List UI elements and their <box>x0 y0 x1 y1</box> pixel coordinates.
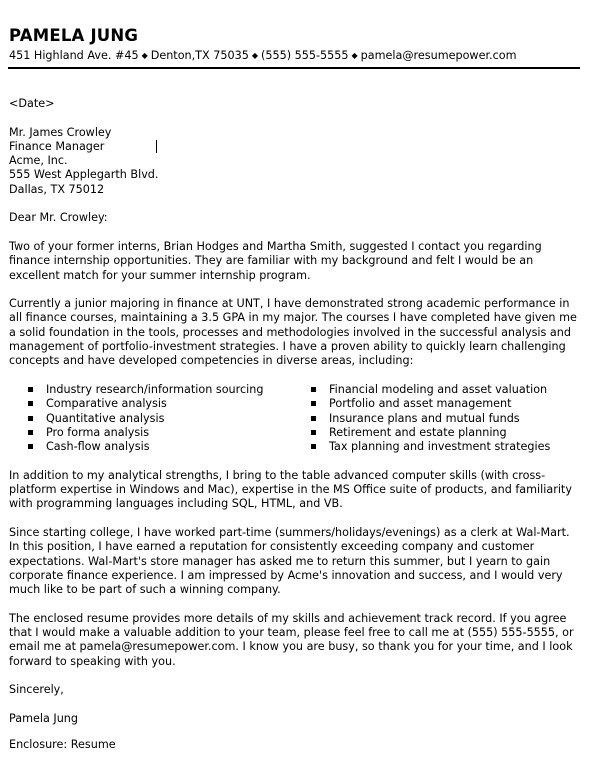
list-item: Retirement and estate planning <box>292 426 550 440</box>
enclosure-line: Enclosure: Resume <box>9 738 116 752</box>
contact-address: 451 Highland Ave. #45 <box>9 49 139 62</box>
contact-city: Denton,TX 75035 <box>150 49 249 62</box>
diamond-separator-icon: ◆ <box>141 51 148 60</box>
list-item: Financial modeling and asset valuation <box>292 383 550 397</box>
square-bullet-icon <box>311 416 316 421</box>
paragraph-computer-skills: In addition to my analytical strengths, I bring to the table advanced computer skills (with cross-platform expertise in Windows and Mac), expertise in the MS Office suite of products, and familiarity with programming languages including SQL, HTML, and VB. <box>9 468 572 511</box>
square-bullet-icon <box>28 444 33 449</box>
list-item: Cash-flow analysis <box>9 440 292 454</box>
paragraph-work-experience: Since starting college, I have worked part-time (summers/holidays/evenings) as a clerk at Wal-Mart. In this position, I have earned a reputation for consistently exceeding company and customer expectations. Wal-Mart's store manager has asked me to return this summer, but I yearn to gain corporate finance experience. I am impressed by Acme's innovation and success, and I would very much like to be part of such a winning company. <box>9 525 570 597</box>
square-bullet-icon <box>28 387 33 392</box>
recipient-title: Finance Manager <box>9 139 105 153</box>
list-item: Insurance plans and mutual funds <box>292 412 550 426</box>
recipient-company: Acme, Inc. <box>9 154 68 168</box>
letter-date: <Date> <box>9 97 55 110</box>
contact-phone: (555) 555-5555 <box>260 49 349 62</box>
square-bullet-icon <box>311 387 316 392</box>
list-item: Tax planning and investment strategies <box>292 440 550 454</box>
paragraph-intro: Two of your former interns, Brian Hodges and Martha Smith, suggested I contact you regarding finance internship opportunities. They are familiar with my background and felt I would be an excellent match for your summer internship program. <box>9 239 542 282</box>
list-item: Quantitative analysis <box>9 412 292 426</box>
paragraph-academics: Currently a junior majoring in finance at UNT, I have demonstrated strong academic performance in all finance courses, maintaining a 3.5 GPA in my major. The courses I have completed have given me a solid foundation in the tools, processes and methodologies involved in the successful analysis and management of portfolio-investment strategies. I have a proven ability to quickly learn challenging concepts and have developed competencies in diverse areas, including: <box>9 297 577 368</box>
skills-list <box>9 383 577 454</box>
header-divider <box>8 67 580 69</box>
salutation: Dear Mr. Crowley: <box>9 211 108 225</box>
square-bullet-icon <box>311 401 316 406</box>
square-bullet-icon <box>311 444 316 449</box>
square-bullet-icon <box>28 416 33 421</box>
recipient-name: Mr. James Crowley <box>9 125 112 139</box>
list-item: Pro forma analysis <box>9 426 292 440</box>
closing-line: Sincerely, <box>9 683 64 697</box>
applicant-name: PAMELA JUNG <box>9 26 139 45</box>
contact-line <box>9 49 516 63</box>
paragraph-closing: The enclosed resume provides more details of my skills and achievement track record. If you agree that I would make a valuable addition to your team, please feel free to call me at (555) 555-5555, or email me at pamela@resumepower.com. I know you are busy, so thank you for your time, and I look forward to speaking with you. <box>9 611 574 668</box>
signature-name: Pamela Jung <box>9 711 78 725</box>
contact-email: pamela@resumepower.com <box>360 49 517 62</box>
letter-body <box>9 97 577 752</box>
skills-column-right <box>292 383 550 454</box>
recipient-city: Dallas, TX 75012 <box>9 182 105 196</box>
square-bullet-icon <box>28 401 33 406</box>
diamond-separator-icon: ◆ <box>251 51 258 60</box>
square-bullet-icon <box>28 430 33 435</box>
list-item: Industry research/information sourcing <box>9 383 292 397</box>
list-item: Comparative analysis <box>9 397 292 411</box>
diamond-separator-icon: ◆ <box>351 51 358 60</box>
square-bullet-icon <box>311 430 316 435</box>
skills-column-left <box>9 383 292 454</box>
recipient-street: 555 West Applegarth Blvd. <box>9 168 159 182</box>
list-item: Portfolio and asset management <box>292 397 550 411</box>
